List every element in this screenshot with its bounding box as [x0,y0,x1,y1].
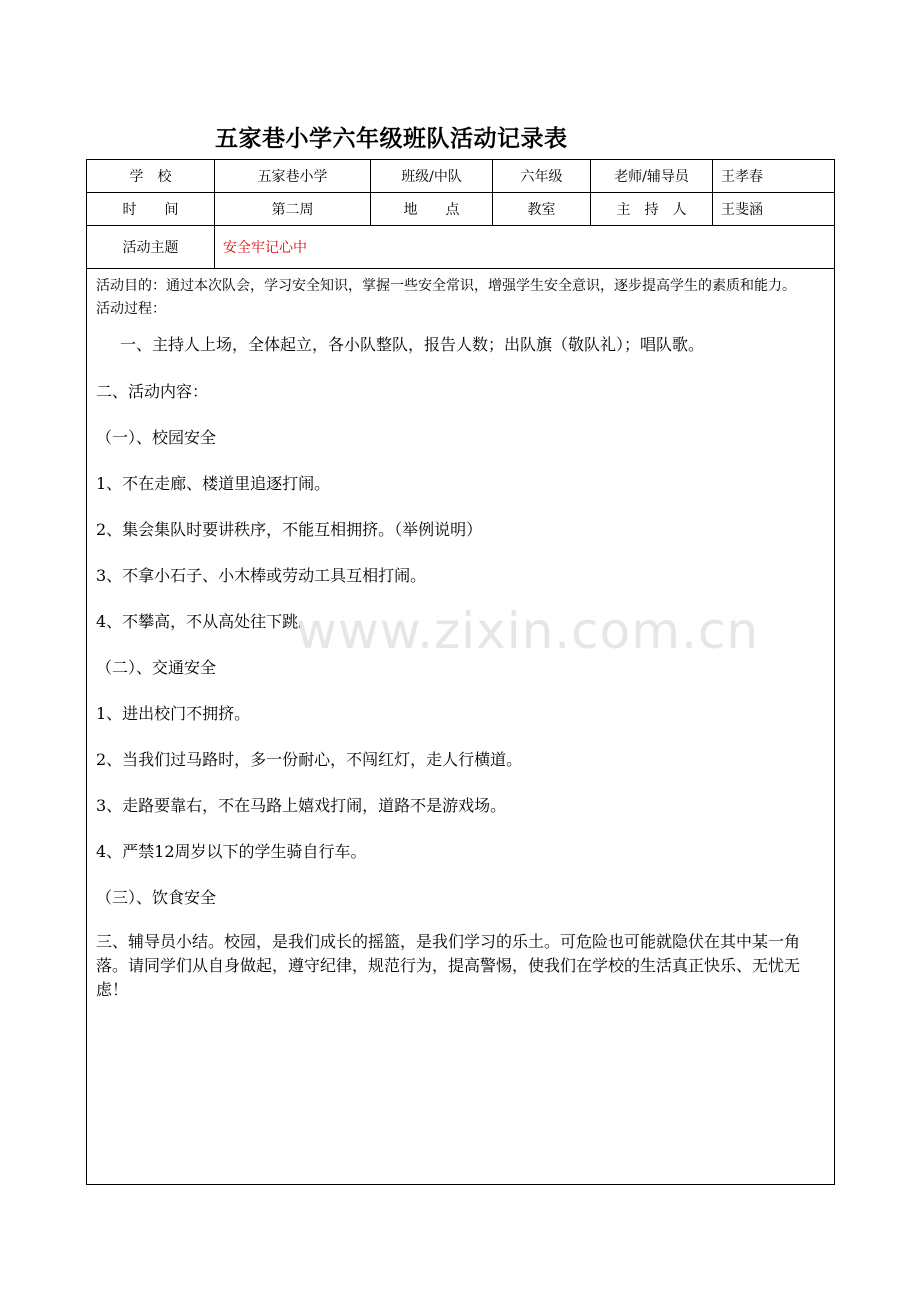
list-item: 2、当我们过马路时，多一份耐心，不闯红灯，走人行横道。 [96,750,523,769]
school-label: 学 校 [87,160,215,193]
list-item: （三）、饮食安全 [96,888,217,907]
process-lines [96,333,825,1002]
host-value: 王斐涵 [713,193,835,226]
list-item: 3、不拿小石子、小木棒或劳动工具互相打闹。 [96,566,427,585]
page-title: 五家巷小学六年级班队活动记录表 [215,126,568,152]
list-item: （一）、校园安全 [96,428,217,447]
list-item: 1、不在走廊、楼道里追逐打闹。 [96,474,331,493]
table-row [87,226,835,269]
teacher-value: 王孝春 [713,160,835,193]
list-item: 3、走路要靠右，不在马路上嬉戏打闹，道路不是游戏场。 [96,796,507,815]
time-label: 时 间 [87,193,215,226]
list-item: （二）、交通安全 [96,658,217,677]
host-label: 主 持 人 [591,193,713,226]
list-item: 2、集会集队时要讲秩序，不能互相拥挤。（举例说明） [96,520,483,539]
activity-purpose: 活动目的：通过本次队会，学习安全知识，掌握一些安全常识，增强学生安全意识，逐步提高学生的素质和能力。 [96,278,796,294]
list-item: 一、主持人上场，全体起立，各小队整队，报告人数；出队旗（敬队礼）；唱队歌。 [120,335,705,354]
school-value: 五家巷小学 [215,160,371,193]
theme-value: 安全牢记心中 [215,226,835,269]
table-row [87,269,835,1185]
list-item: 4、不攀高，不从高处往下跳。 [96,612,315,631]
activity-record-table [86,159,835,1185]
summary-paragraph: 三、辅导员小结。校园，是我们成长的摇篮，是我们学习的乐土。可危险也可能就隐伏在其中某一角落。请同学们从自身做起，遵守纪律，规范行为，提高警惕，使我们在学校的生活真正快乐、无忧无虑！ [96,932,801,999]
process-label: 活动过程： [96,301,166,317]
time-value: 第二周 [215,193,371,226]
activity-content [87,269,835,1185]
table-row [87,193,835,226]
list-item: 二、活动内容： [96,382,209,401]
class-value: 六年级 [493,160,591,193]
list-item: 1、进出校门不拥挤。 [96,704,251,723]
table-row [87,160,835,193]
watermark: www.zixin.com.cn [296,602,760,660]
theme-label: 活动主题 [87,226,215,269]
place-label: 地 点 [371,193,493,226]
class-label: 班级/中队 [371,160,493,193]
list-item: 4、严禁12周岁以下的学生骑自行车。 [96,842,367,861]
teacher-label: 老师/辅导员 [591,160,713,193]
place-value: 教室 [493,193,591,226]
